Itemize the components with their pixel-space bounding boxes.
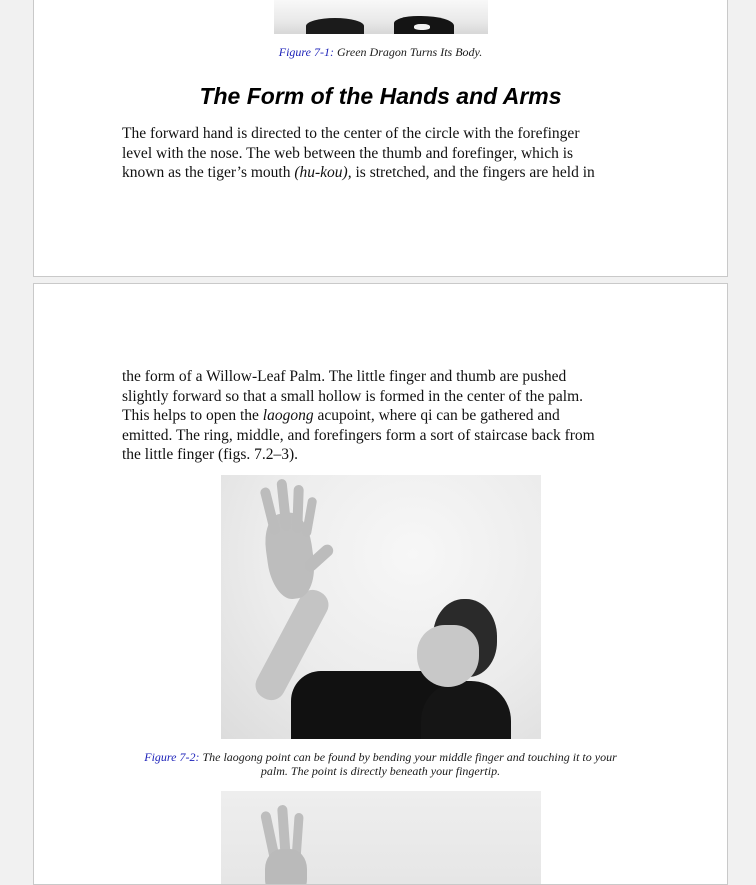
text-run: known as the tiger’s mouth (122, 164, 295, 181)
photo-detail (421, 681, 511, 739)
text-run: is stretched, and the fingers are held in (351, 164, 595, 181)
paragraph (122, 367, 662, 465)
caption-line: palm. The point is directly beneath your fingertip. (260, 764, 501, 778)
figure-caption-text: The laogong point can be found by bending your middle finger and touching it to your (202, 750, 617, 764)
text-line: the form of a Willow-Leaf Palm. The little finger and thumb are pushed (122, 368, 567, 385)
paragraph (122, 124, 662, 183)
text-line (122, 163, 662, 183)
text-line: the little finger (figs. 7.2–3). (122, 446, 299, 463)
document-page-1 (33, 0, 728, 277)
text-line: emitted. The ring, middle, and forefingers form a sort of staircase back from (122, 426, 595, 444)
text-line: slightly forward so that a small hollow is formed in the center of the palm. (122, 387, 584, 405)
photo-detail (302, 497, 318, 538)
figure-label: Figure 7-2: (144, 750, 200, 764)
document-page-2 (33, 283, 728, 885)
text-line: level with the nose. The web between the thumb and forefinger, which is (122, 144, 574, 162)
figure-caption-text: Green Dragon Turns Its Body. (336, 45, 483, 59)
section-heading: The Form of the Hands and Arms (199, 83, 562, 109)
text-line: The forward hand is directed to the center of the circle with the forefinger (122, 125, 580, 142)
photo-detail (417, 625, 479, 687)
caption-line (34, 750, 727, 764)
figure-7-1-photo (274, 0, 488, 34)
photo-detail (414, 24, 430, 30)
figure-7-3-photo (221, 791, 541, 884)
text-line (122, 406, 662, 426)
figure-7-2-caption (34, 750, 727, 778)
photo-detail (292, 485, 304, 533)
italic-term: laogong (262, 407, 314, 424)
figure-label: Figure 7-1: (278, 45, 334, 59)
text-run: acupoint, where qi can be gathered and (313, 407, 560, 424)
italic-term: (hu-kou), (294, 164, 352, 181)
photo-detail (306, 18, 364, 34)
text-run: This helps to open the (122, 407, 263, 424)
photo-detail (265, 849, 307, 885)
figure-7-1-caption (34, 45, 727, 59)
figure-7-2-photo (221, 475, 541, 739)
